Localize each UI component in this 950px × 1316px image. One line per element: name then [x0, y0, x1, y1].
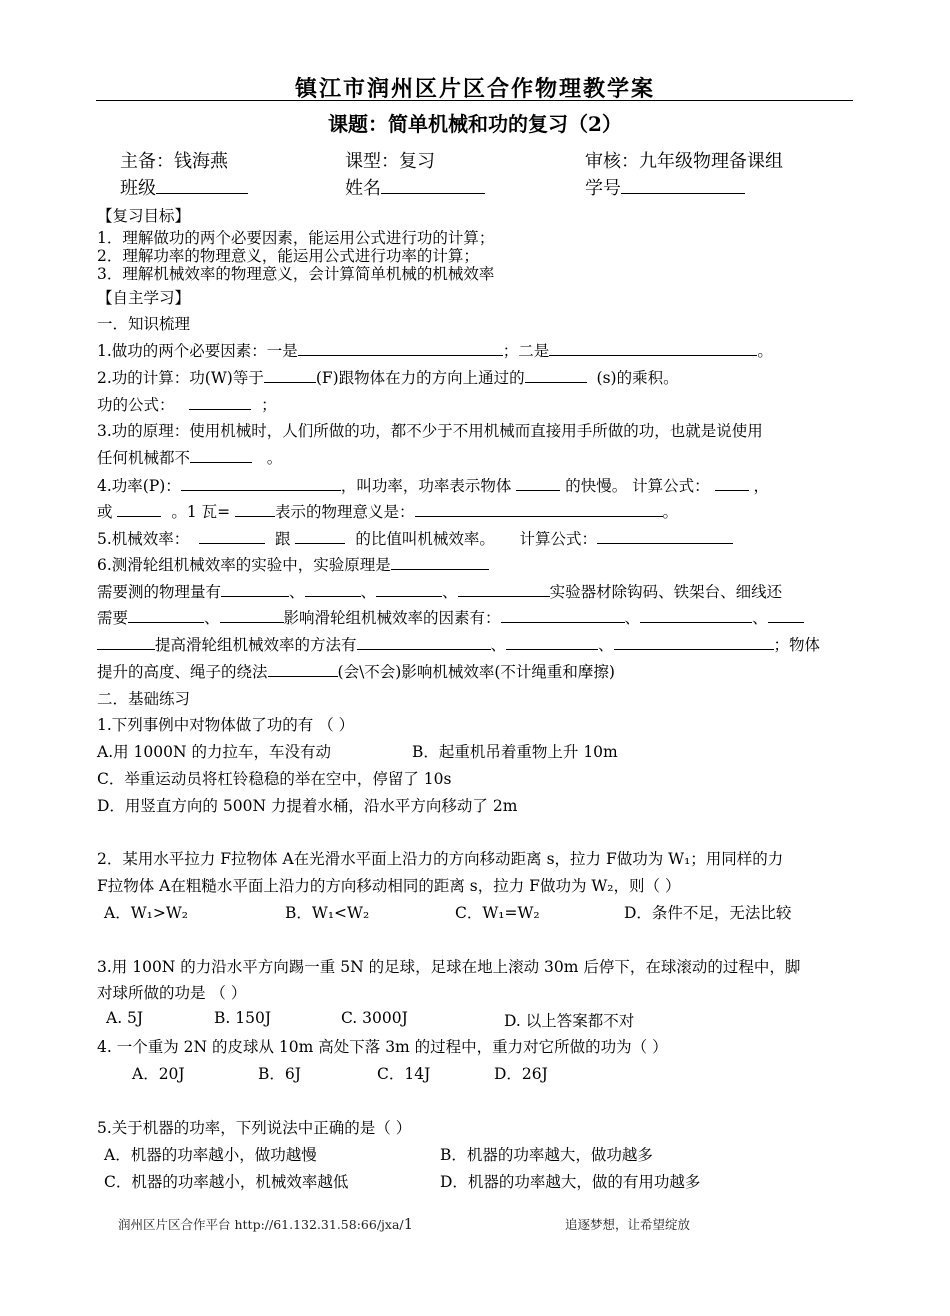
- k3-text-b: 任何机械都不: [97, 449, 191, 467]
- k6-blank-q3[interactable]: [376, 582, 442, 597]
- k6-blank-q2[interactable]: [305, 582, 361, 597]
- name-label: 姓名: [345, 178, 381, 199]
- k6-blank-m3[interactable]: [614, 635, 774, 650]
- k6-text-g: ；物体: [773, 636, 821, 654]
- question-4: 4. 一个重为 2N 的皮球从 10m 高处下落 3m 的过程中，重力对它所做的功为（ ）: [97, 1038, 668, 1056]
- k4-blank-1[interactable]: [181, 476, 341, 491]
- k1-blank-2[interactable]: [549, 341, 757, 356]
- q2-option-a: A．W₁>W₂: [104, 904, 188, 922]
- k6-blank-eq2[interactable]: [220, 608, 284, 623]
- knowledge-2: [97, 366, 679, 388]
- q1-option-b: B．起重机吊着重物上升 10m: [412, 743, 618, 761]
- k6-sep-3: 、: [442, 583, 458, 601]
- k6-blank-q1[interactable]: [221, 582, 289, 597]
- k2-text-e: ；: [261, 396, 277, 414]
- page-number: 1: [403, 1215, 414, 1233]
- knowledge-6-line3: [97, 606, 804, 628]
- k6-sep-6: 、: [752, 609, 768, 627]
- q5-option-b: B．机器的功率越大，做功越多: [440, 1146, 653, 1164]
- k6-blank-m1[interactable]: [357, 635, 491, 650]
- goals-heading: 【复习目标】: [97, 207, 191, 225]
- section-practice: 二．基础练习: [97, 690, 191, 708]
- meta-editor: 主备：钱海燕: [120, 151, 228, 172]
- k6-text-c: 实验器材除钩码、铁架台、细线还: [549, 583, 783, 601]
- k3-text-c: 。: [266, 449, 283, 467]
- k6-text-h: 提升的高度、绳子的绕法: [97, 663, 268, 681]
- k6-sep-4: 、: [204, 609, 220, 627]
- k6-sep-8: 、: [598, 636, 614, 654]
- q4-option-b: B．6J: [258, 1065, 301, 1083]
- k2-text-c: (s)的乘积。: [596, 369, 679, 387]
- class-label: 班级: [120, 178, 156, 199]
- k4-blank-6[interactable]: [415, 502, 663, 517]
- q2-option-b: B．W₁<W₂: [285, 904, 370, 922]
- k6-blank-will[interactable]: [268, 662, 338, 677]
- k4-blank-2[interactable]: [516, 476, 560, 491]
- knowledge-6-line2: [97, 580, 782, 602]
- q5-option-a: A．机器的功率越小，做功越慢: [104, 1146, 317, 1164]
- k3-blank[interactable]: [190, 448, 252, 463]
- k1-text-c: 。: [757, 342, 773, 360]
- k5-text-a: 5.机械效率：: [97, 530, 190, 548]
- footer-left: [118, 1215, 413, 1233]
- q3-option-b: B. 150J: [214, 1009, 272, 1027]
- q3-option-c: C. 3000J: [341, 1009, 408, 1027]
- k6-text-i: (会\不会)影响机械效率(不计绳重和摩擦): [337, 663, 615, 681]
- q4-option-c: C．14J: [377, 1065, 431, 1083]
- k6-sep-2: 、: [360, 583, 377, 601]
- k6-blank-f3a[interactable]: [768, 608, 804, 623]
- k4-blank-5[interactable]: [235, 502, 275, 517]
- k6-blank-q4[interactable]: [458, 582, 550, 597]
- question-3-line2: 对球所做的功是 （ ）: [97, 984, 247, 1002]
- q2-option-c: C．W₁=W₂: [455, 904, 540, 922]
- k5-blank-2[interactable]: [295, 529, 345, 544]
- knowledge-2-formula: [97, 393, 277, 415]
- k5-blank-1[interactable]: [199, 529, 265, 544]
- knowledge-6-line1: [97, 553, 489, 575]
- k6-blank-m2[interactable]: [506, 635, 598, 650]
- goal-item-3: 3．理解机械效率的物理意义，会计算简单机械的机械效率: [97, 265, 495, 283]
- k6-blank-f1[interactable]: [501, 608, 625, 623]
- org-title: 镇江市润州区片区合作物理教学案: [294, 76, 655, 102]
- k6-text-d: 需要: [97, 609, 129, 627]
- question-3-line1: 3.用 100N 的力沿水平方向踢一重 5N 的足球，足球在地上滚动 30m 后停下，在球滚动的过程中，脚: [97, 958, 801, 976]
- class-blank[interactable]: [156, 179, 248, 194]
- k4-text-i: 。: [662, 503, 679, 521]
- footer-platform: 润州区片区合作平台 http://61.132.31.58:66/jxa/: [118, 1217, 404, 1232]
- k2-blank-3[interactable]: [189, 395, 251, 410]
- footer-slogan: 追逐梦想，让希望绽放: [565, 1217, 691, 1232]
- k2-blank-2[interactable]: [525, 368, 587, 383]
- k6-text-b: 需要测的物理量有: [97, 583, 222, 601]
- k6-blank-eq1[interactable]: [128, 608, 204, 623]
- meta-type: 课型：复习: [345, 151, 435, 172]
- meta-review: 审核：九年级物理备课组: [585, 151, 783, 172]
- id-blank[interactable]: [621, 179, 745, 194]
- question-1: 1.下列事例中对物体做了功的有 （ ）: [97, 716, 355, 734]
- q1-option-c: C．举重运动员将杠铃稳稳的举在空中，停留了 10s: [97, 770, 452, 788]
- k5-text-b: 跟: [275, 530, 291, 548]
- q4-option-a: A．20J: [132, 1065, 185, 1083]
- question-2-line1: 2．某用水平拉力 F拉物体 A在光滑水平面上沿力的方向移动距离 s，拉力 F做功为 W₁；用同样的力: [97, 850, 784, 868]
- k4-blank-4[interactable]: [117, 502, 161, 517]
- knowledge-3-line1: 3.功的原理：使用机械时，人们所做的功，都不少于不用机械而直接用手所做的功，也就是说使用: [97, 422, 763, 440]
- k4-text-h: 表示的物理意义是：: [275, 503, 415, 521]
- k6-blank-f2[interactable]: [640, 608, 752, 623]
- knowledge-1: [97, 339, 773, 361]
- k1-text-b: ；二是: [502, 342, 550, 360]
- knowledge-6-line4: [97, 633, 820, 655]
- k6-text-a: 6.测滑轮组机械效率的实验中，实验原理是: [97, 556, 391, 574]
- k5-text-c: 的比值叫机械效率。: [355, 530, 495, 548]
- k1-blank-1[interactable]: [298, 341, 503, 356]
- k4-text-d: 。 计算公式：: [611, 477, 710, 495]
- k4-text-b: ，叫功率，功率表示物体: [340, 477, 512, 495]
- k6-text-e: 影响滑轮组机械效率的因素有：: [283, 609, 501, 627]
- k5-text-d: 计算公式：: [519, 530, 597, 548]
- k4-text-e: ，: [753, 477, 770, 495]
- knowledge-3-line2: [97, 446, 282, 468]
- knowledge-5: [97, 527, 733, 549]
- q1-option-a: A.用 1000N 的力拉车，车没有动: [97, 743, 331, 761]
- id-label: 学号: [585, 178, 621, 199]
- knowledge-4-line1: [97, 474, 769, 496]
- class-field: [120, 174, 248, 200]
- knowledge-4-line2: [97, 500, 678, 522]
- k4-text-c: 的快慢: [565, 477, 612, 495]
- self-study-heading: 【自主学习】: [97, 289, 191, 307]
- k2-text-d: 功的公式：: [97, 396, 175, 414]
- q2-option-d: D．条件不足，无法比较: [624, 904, 792, 922]
- q5-option-c: C．机器的功率越小，机械效率越低: [104, 1173, 349, 1191]
- k1-text-a: 1.做功的两个必要因素：一是: [97, 342, 298, 360]
- k6-blank-f3b[interactable]: [97, 635, 155, 650]
- k6-sep-1: 、: [289, 583, 305, 601]
- k4-blank-3[interactable]: [715, 476, 749, 491]
- k2-text-a: 2.功的计算：功(W)等于: [97, 369, 264, 387]
- q1-option-d: D．用竖直方向的 500N 力提着水桶，沿水平方向移动了 2m: [97, 797, 518, 815]
- q5-option-d: D．机器的功率越大，做的有用功越多: [440, 1173, 701, 1191]
- k2-text-b: (F)跟物体在力的方向上通过的: [315, 369, 525, 387]
- question-2-line2: F拉物体 A在粗糙水平面上沿力的方向移动相同的距离 s，拉力 F做功为 W₂，则（ ）: [97, 877, 681, 895]
- question-5: 5.关于机器的功率，下列说法中正确的是（ ）: [97, 1119, 412, 1137]
- k5-blank-3[interactable]: [597, 529, 733, 544]
- k2-blank-1[interactable]: [264, 368, 316, 383]
- q3-option-d: D. 以上答案都不对: [504, 1012, 635, 1030]
- goal-item-2: 2．理解功率的物理意义，能运用公式进行功率的计算；: [97, 247, 479, 265]
- k6-text-f: 提高滑轮组机械效率的方法有: [155, 636, 357, 654]
- section-knowledge: 一．知识梳理: [97, 315, 191, 333]
- k6-blank-principle[interactable]: [391, 555, 489, 570]
- name-blank[interactable]: [381, 179, 485, 194]
- k4-text-a: 4.功率(P)：: [97, 477, 181, 495]
- knowledge-6-line5: [97, 660, 615, 682]
- name-field: [345, 174, 485, 200]
- q4-option-d: D．26J: [494, 1065, 548, 1083]
- k6-sep-5: 、: [624, 609, 641, 627]
- header-rule: [96, 100, 853, 101]
- q3-option-a: A. 5J: [106, 1009, 144, 1027]
- k6-sep-7: 、: [490, 636, 507, 654]
- k4-text-f: 或: [97, 503, 113, 521]
- goal-item-1: 1．理解做功的两个必要因素，能运用公式进行功的计算；: [97, 229, 495, 247]
- id-field: [585, 174, 745, 200]
- lesson-title: 课题：简单机械和功的复习（2）: [328, 112, 622, 136]
- k4-text-g: 。1 瓦=: [171, 503, 231, 521]
